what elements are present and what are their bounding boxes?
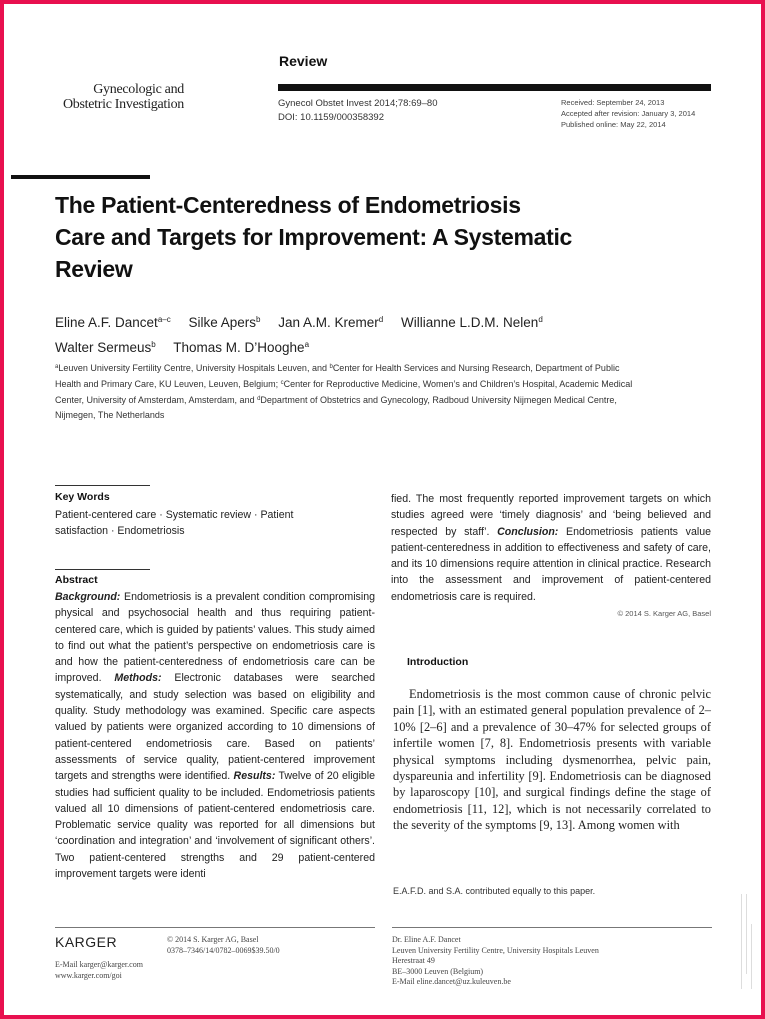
paper-page: [4, 4, 761, 1015]
title-rule: [11, 175, 150, 179]
correspondence-address: Dr. Eline A.F. Dancet Leuven University Fertility Centre, University Hospitals Leuven Herestraat 49 BE–3000 Leuven (Belgium) E-Mail eline.dancet@uz.kuleuven.be: [392, 935, 599, 986]
abstract-copyright: © 2014 S. Karger AG, Basel: [617, 609, 711, 618]
author[interactable]: Willianne L.D.M. Nelen$^d$: [401, 315, 543, 330]
author-list: [55, 309, 675, 359]
journal-name-line2: Obstetric Investigation: [62, 97, 184, 112]
citation: Gynecol Obstet Invest 2014;78:69–80: [278, 98, 438, 109]
contribution-footnote: E.A.F.D. and S.A. contributed equally to this paper.: [393, 886, 596, 896]
introduction-text: Endometriosis is the most common cause of chronic pelvic pain [1], with an estimated general population prevalence of 2–10% [2–6] and a prevalence of 30–47% for selected groups of infertile women [7, 8]. Endometriosis presents with variable physical symptoms including dysmenorrhea, pelvic pain, dyspareunia and infertility [9]. Endometriosis can be diagnosed by laparoscopy [10], and surgical findings define the stage of endometriosis [11, 12], which is not necessarily correlated to the severity of the symptoms [9, 13]. Among women with: [393, 687, 711, 833]
doi[interactable]: DOI: 10.1159/000358392: [278, 112, 384, 123]
abstract-heading: Abstract: [55, 574, 98, 586]
publisher-contact: [55, 960, 143, 981]
footer-rule-right: [392, 927, 712, 928]
issn: 0378–7346/14/0782–0069$39.50/0: [167, 945, 280, 955]
abstract-rule: [55, 569, 150, 570]
header-rule: [278, 84, 711, 91]
background-label: Background:: [55, 591, 121, 603]
abstract-text: Background: Endometriosis is a prevalent condition compromising physical and psychosocial health and thus requiring patient-centered care, which is guided by patients’ values. This study aimed to find out what the patient’s perspective on endometriosis care is and how the patient-centeredness of endometriosis care can be improved. Methods: Electronic databases were searched systematically, and study selection was based on eligibility and quality. Study methodology was examined. Specific care aspects valued by patients were organized according to 10 dimensions of patient-centered endometriosis care. Based on patients’ assessments of service quality, patient-centered improvement targets and strengths were identified. Results: Twelve of 20 eligible studies had sufficient quality to be included. Endometriosis patients valued all 10 dimensions of patient-centered endometriosis care. Problematic service quality was reported for all dimensions but ‘coordination and integration’ and ‘involvement of significant others’. Two patient-centered strengths and 29 patient-centered improvement targets were identi: [55, 591, 375, 881]
author[interactable]: Silke Apers$^b$: [188, 315, 261, 330]
publisher-website[interactable]: www.karger.com/goi: [55, 970, 122, 980]
methods-label: Methods:: [114, 672, 162, 685]
dates-block: [561, 97, 695, 130]
published-date: Published online: May 22, 2014: [561, 120, 666, 129]
author[interactable]: Jan A.M. Kremer$^d$: [278, 315, 384, 330]
article-title: The Patient-Centeredness of Endometriosis Care and Targets for Improvement: A Systematic Review: [55, 192, 573, 282]
results-label: Results:: [233, 770, 276, 783]
accepted-date: Accepted after revision: January 3, 2014: [561, 109, 696, 118]
keywords-heading: Key Words: [55, 491, 110, 503]
article-type: Review: [279, 53, 328, 69]
author[interactable]: Walter Sermeus$^b$: [55, 340, 156, 355]
karger-logo: KARGER: [55, 934, 118, 950]
correspondence-email[interactable]: E-Mail eline.dancet@uz.kuleuven.be: [392, 977, 511, 986]
keywords-rule: [55, 485, 150, 486]
author[interactable]: Eline A.F. Dancet$^{a-c}$: [55, 315, 171, 330]
citation-block: [278, 97, 438, 125]
introduction-heading: Introduction: [407, 656, 469, 668]
download-watermark: [739, 894, 759, 994]
conclusion-label: Conclusion:: [497, 525, 559, 538]
author[interactable]: Thomas M. D’Hooghe$^a$: [173, 340, 310, 355]
journal-name-line1: Gynecologic and: [93, 82, 184, 97]
publisher-email[interactable]: E-Mail karger@karger.com: [55, 960, 143, 969]
journal-logo: [54, 82, 184, 112]
abstract-continued: fied. The most frequently reported improvement targets on which studies agreed were ‘timely diagnosis’ and ‘being believed and respected by staff’. Conclusion: Endometriosis patients value patient-centeredness in addition to effectiveness and safety of care, and its 10 dimensions require attention in clinical practice. Research into the assessment and improvement of patient-centered endometriosis care is required.: [391, 493, 711, 603]
keywords-text: Patient-centered care · Systematic review · Patient satisfaction · Endometriosis: [55, 509, 294, 538]
footer-rule-left: [55, 927, 375, 928]
affiliations: $^a$Leuven University Fertility Centre, University Hospitals Leuven, and $^b$Center for Health Services and Nursing Research, Department of Public Health and Primary Care, KU Leuven, Leuven, Belgium; $^c$Center for Reproductive Medicine, Women’s and Children’s Hospital, Academic Medical Center, University of Amsterdam, Amsterdam, and $^d$Department of Obstetrics and Gynecology, Radboud University Nijmegen Medical Centre, Nijmegen, The Netherlands: [55, 363, 633, 420]
footer-copyright: © 2014 S. Karger AG, Basel 0378–7346/14/0782–0069$39.50/0: [167, 935, 280, 955]
received-date: Received: September 24, 2013: [561, 98, 665, 107]
